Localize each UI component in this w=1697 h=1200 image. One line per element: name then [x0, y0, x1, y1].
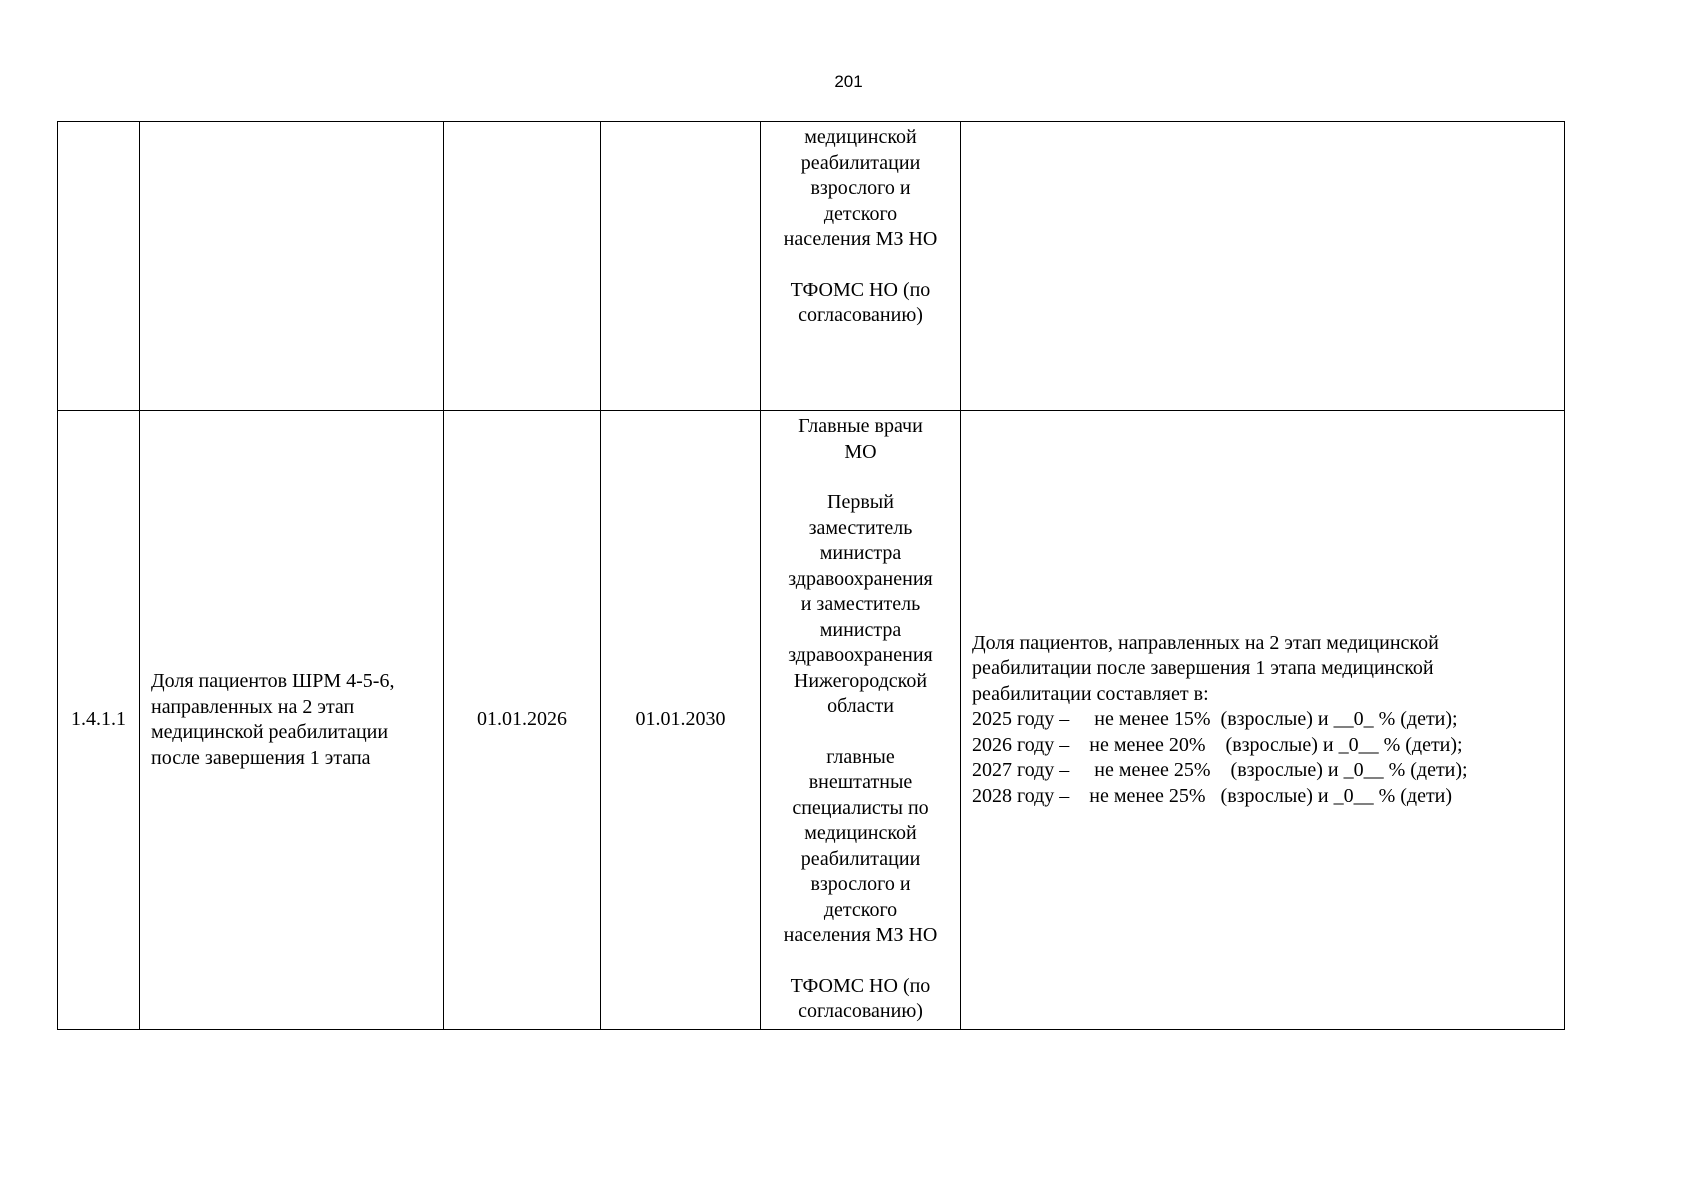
cell-start-empty — [444, 122, 601, 411]
name-line: после завершения 1 этапа — [151, 746, 371, 769]
responsible-gap — [765, 253, 956, 278]
responsible-line: здравоохранения — [788, 567, 933, 590]
cell-number-empty — [58, 122, 140, 411]
responsible-line: здравоохранения — [788, 644, 933, 666]
responsible-line: МО — [844, 440, 877, 463]
responsible-line: взрослого и — [810, 873, 911, 895]
table-row — [58, 411, 1565, 1030]
indicator-line: 2025 году – не менее 15% (взрослые) и __0_ % (дети); — [972, 708, 1458, 731]
responsible-line: медицинской — [804, 126, 917, 148]
responsible-line: детского — [823, 898, 898, 921]
responsible-line: взрослого и — [810, 177, 911, 199]
table-row-continued — [58, 122, 1565, 411]
responsible-line: согласованию) — [798, 1000, 923, 1022]
responsible-gap — [765, 949, 956, 974]
responsible-line: населения МЗ НО — [783, 924, 938, 946]
page-number: 201 — [834, 72, 863, 91]
responsible-line: министра — [819, 618, 902, 641]
start-date: 01.01.2026 — [477, 708, 567, 731]
indicator-line: реабилитации составляет в: — [972, 682, 1209, 705]
plan-table — [57, 121, 1565, 1030]
responsible-line: внештатные — [808, 771, 913, 793]
cell-name — [140, 411, 444, 1030]
responsible-line: специалисты по — [792, 796, 929, 819]
name-line: Доля пациентов ШРМ 4-5-6, — [151, 670, 395, 692]
name-line: медицинской реабилитации — [151, 721, 389, 743]
responsible-line: медицинской — [804, 822, 917, 844]
responsible-line: ТФОМС НО (по — [790, 974, 931, 997]
cell-responsible-continued — [761, 122, 961, 411]
responsible-line: главные — [826, 745, 895, 768]
responsible-list — [765, 125, 956, 329]
cell-indicator — [961, 411, 1565, 1030]
responsible-gap — [765, 465, 956, 490]
cell-indicator-empty — [961, 122, 1565, 411]
responsible-line: реабилитации — [800, 847, 921, 870]
indicator-line: реабилитации после завершения 1 этапа медицинской — [972, 657, 1434, 680]
indicator-line: 2026 году – не менее 20% (взрослые) и _0__ % (дети); — [972, 733, 1463, 756]
cell-number — [58, 411, 140, 1030]
responsible-line: министра — [819, 542, 902, 564]
responsible-line: заместитель — [808, 516, 913, 539]
responsible-line: реабилитации — [800, 151, 921, 174]
responsible-line: согласованию) — [798, 304, 923, 326]
indicator-line: 2027 году – не менее 25% (взрослые) и _0__ % (дети); — [972, 759, 1468, 782]
responsible-gap — [765, 720, 956, 745]
cell-name-empty — [140, 122, 444, 411]
cell-responsible — [761, 411, 961, 1030]
responsible-line: и заместитель — [800, 593, 921, 615]
end-date: 01.01.2030 — [635, 708, 726, 731]
name-line: направленных на 2 этап — [151, 695, 355, 718]
cell-end-date — [601, 411, 761, 1030]
responsible-line: населения МЗ НО — [783, 228, 938, 250]
row-number: 1.4.1.1 — [71, 708, 126, 731]
responsible-line: ТФОМС НО (по — [790, 278, 931, 301]
cell-end-empty — [601, 122, 761, 411]
indicator-line: Доля пациентов, направленных на 2 этап медицинской — [972, 631, 1439, 654]
indicator-line: 2028 году – не менее 25% (взрослые) и _0__ % (дети) — [972, 784, 1453, 807]
responsible-line: Нижегородской — [793, 669, 928, 692]
responsible-line: области — [827, 695, 894, 717]
responsible-line: Первый — [827, 491, 894, 513]
responsible-line: Главные врачи — [798, 415, 923, 437]
responsible-line: детского — [823, 202, 898, 225]
cell-start-date — [444, 411, 601, 1030]
